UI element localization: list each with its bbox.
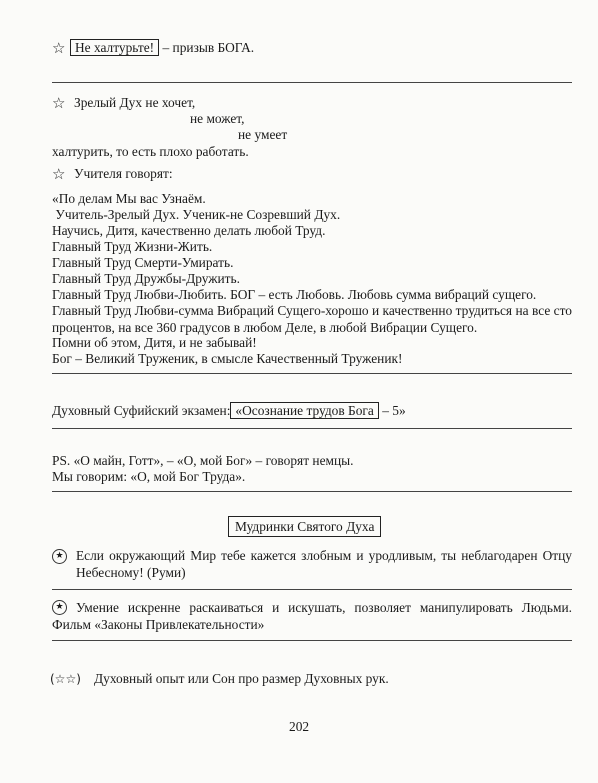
heading-rest: – призыв БОГА. bbox=[162, 40, 255, 55]
divider bbox=[52, 82, 572, 83]
exam-label: Духовный Суфийский экзамен: bbox=[52, 403, 231, 418]
quote-line: Помни об этом, Дитя, и не забывай! bbox=[52, 335, 257, 350]
quote-line: Бог – Великий Труженик, в смысле Качественный Труженик! bbox=[52, 351, 403, 366]
text-line: халтурить, то есть плохо работать. bbox=[52, 144, 249, 159]
exam-score: – 5» bbox=[382, 403, 406, 418]
text-line: не умеет bbox=[238, 127, 288, 142]
divider bbox=[52, 640, 572, 641]
pentagram-icon: ★ bbox=[52, 549, 67, 564]
star-icon: ☆ bbox=[52, 165, 66, 183]
star-icon: ☆ bbox=[52, 94, 66, 112]
divider bbox=[52, 589, 572, 590]
divider bbox=[52, 428, 572, 429]
quote-line: Научись, Дитя, качественно делать любой Труд. bbox=[52, 223, 326, 238]
text-line: не может, bbox=[190, 111, 245, 126]
quote-line: Главный Труд Жизни-Жить. bbox=[52, 239, 213, 254]
divider bbox=[52, 491, 572, 492]
ps-line: PS. «О майн, Готт», – «О, мой Бог» – говорят немцы. bbox=[52, 453, 354, 468]
quote-line: Главный Труд Смерти-Умирать. bbox=[52, 255, 234, 270]
boxed-phrase: Не халтурьте! bbox=[70, 39, 159, 56]
wisdom-text: Духовный опыт или Сон про размер Духовных рук. bbox=[94, 671, 389, 686]
quote-line: Учитель-Зрелый Дух. Ученик-не Созревший Дух. bbox=[52, 207, 341, 222]
text-line: Зрелый Дух не хочет, bbox=[74, 95, 196, 110]
quote-line: Главный Труд Любви-Любить. БОГ – есть Любовь. Любовь сумма вибраций сущего. bbox=[52, 287, 537, 302]
quote-paragraph: Главный Труд Любви-сумма Вибраций Сущего-хорошо и качественно трудиться на все сто процентов, на все 360 градусов в любом Деле, в любой Вибрации Сущего. bbox=[52, 303, 572, 335]
quote-line: Главный Труд Дружбы-Дружить. bbox=[52, 271, 240, 286]
heading-line bbox=[70, 39, 254, 56]
wisdom-text: Если окружающий Мир тебе кажется злобным и уродливым, ты неблагодарен Отцу Небесному! (Руми) bbox=[76, 548, 572, 580]
page-number: 202 bbox=[289, 719, 310, 734]
wisdom-text: Умение искренне раскаиваться и искушать, позволяет манипулировать Людьми. Фильм «Законы Привлекательности» bbox=[52, 600, 572, 632]
star-icon: ☆ bbox=[52, 39, 66, 57]
pentagram-icon: ★ bbox=[52, 600, 67, 615]
ps-line: Мы говорим: «О, мой Бог Труда». bbox=[52, 469, 246, 484]
exam-line bbox=[52, 402, 406, 419]
section-heading: Мудринки Святого Духа bbox=[228, 516, 381, 537]
divider bbox=[52, 373, 572, 374]
section-title: Учителя говорят: bbox=[74, 166, 173, 181]
moon-stars-icon: (☆☆) bbox=[50, 672, 81, 686]
exam-boxed: «Осознание трудов Бога bbox=[230, 402, 378, 419]
quote-line: «По делам Мы вас Узнаём. bbox=[52, 191, 206, 206]
